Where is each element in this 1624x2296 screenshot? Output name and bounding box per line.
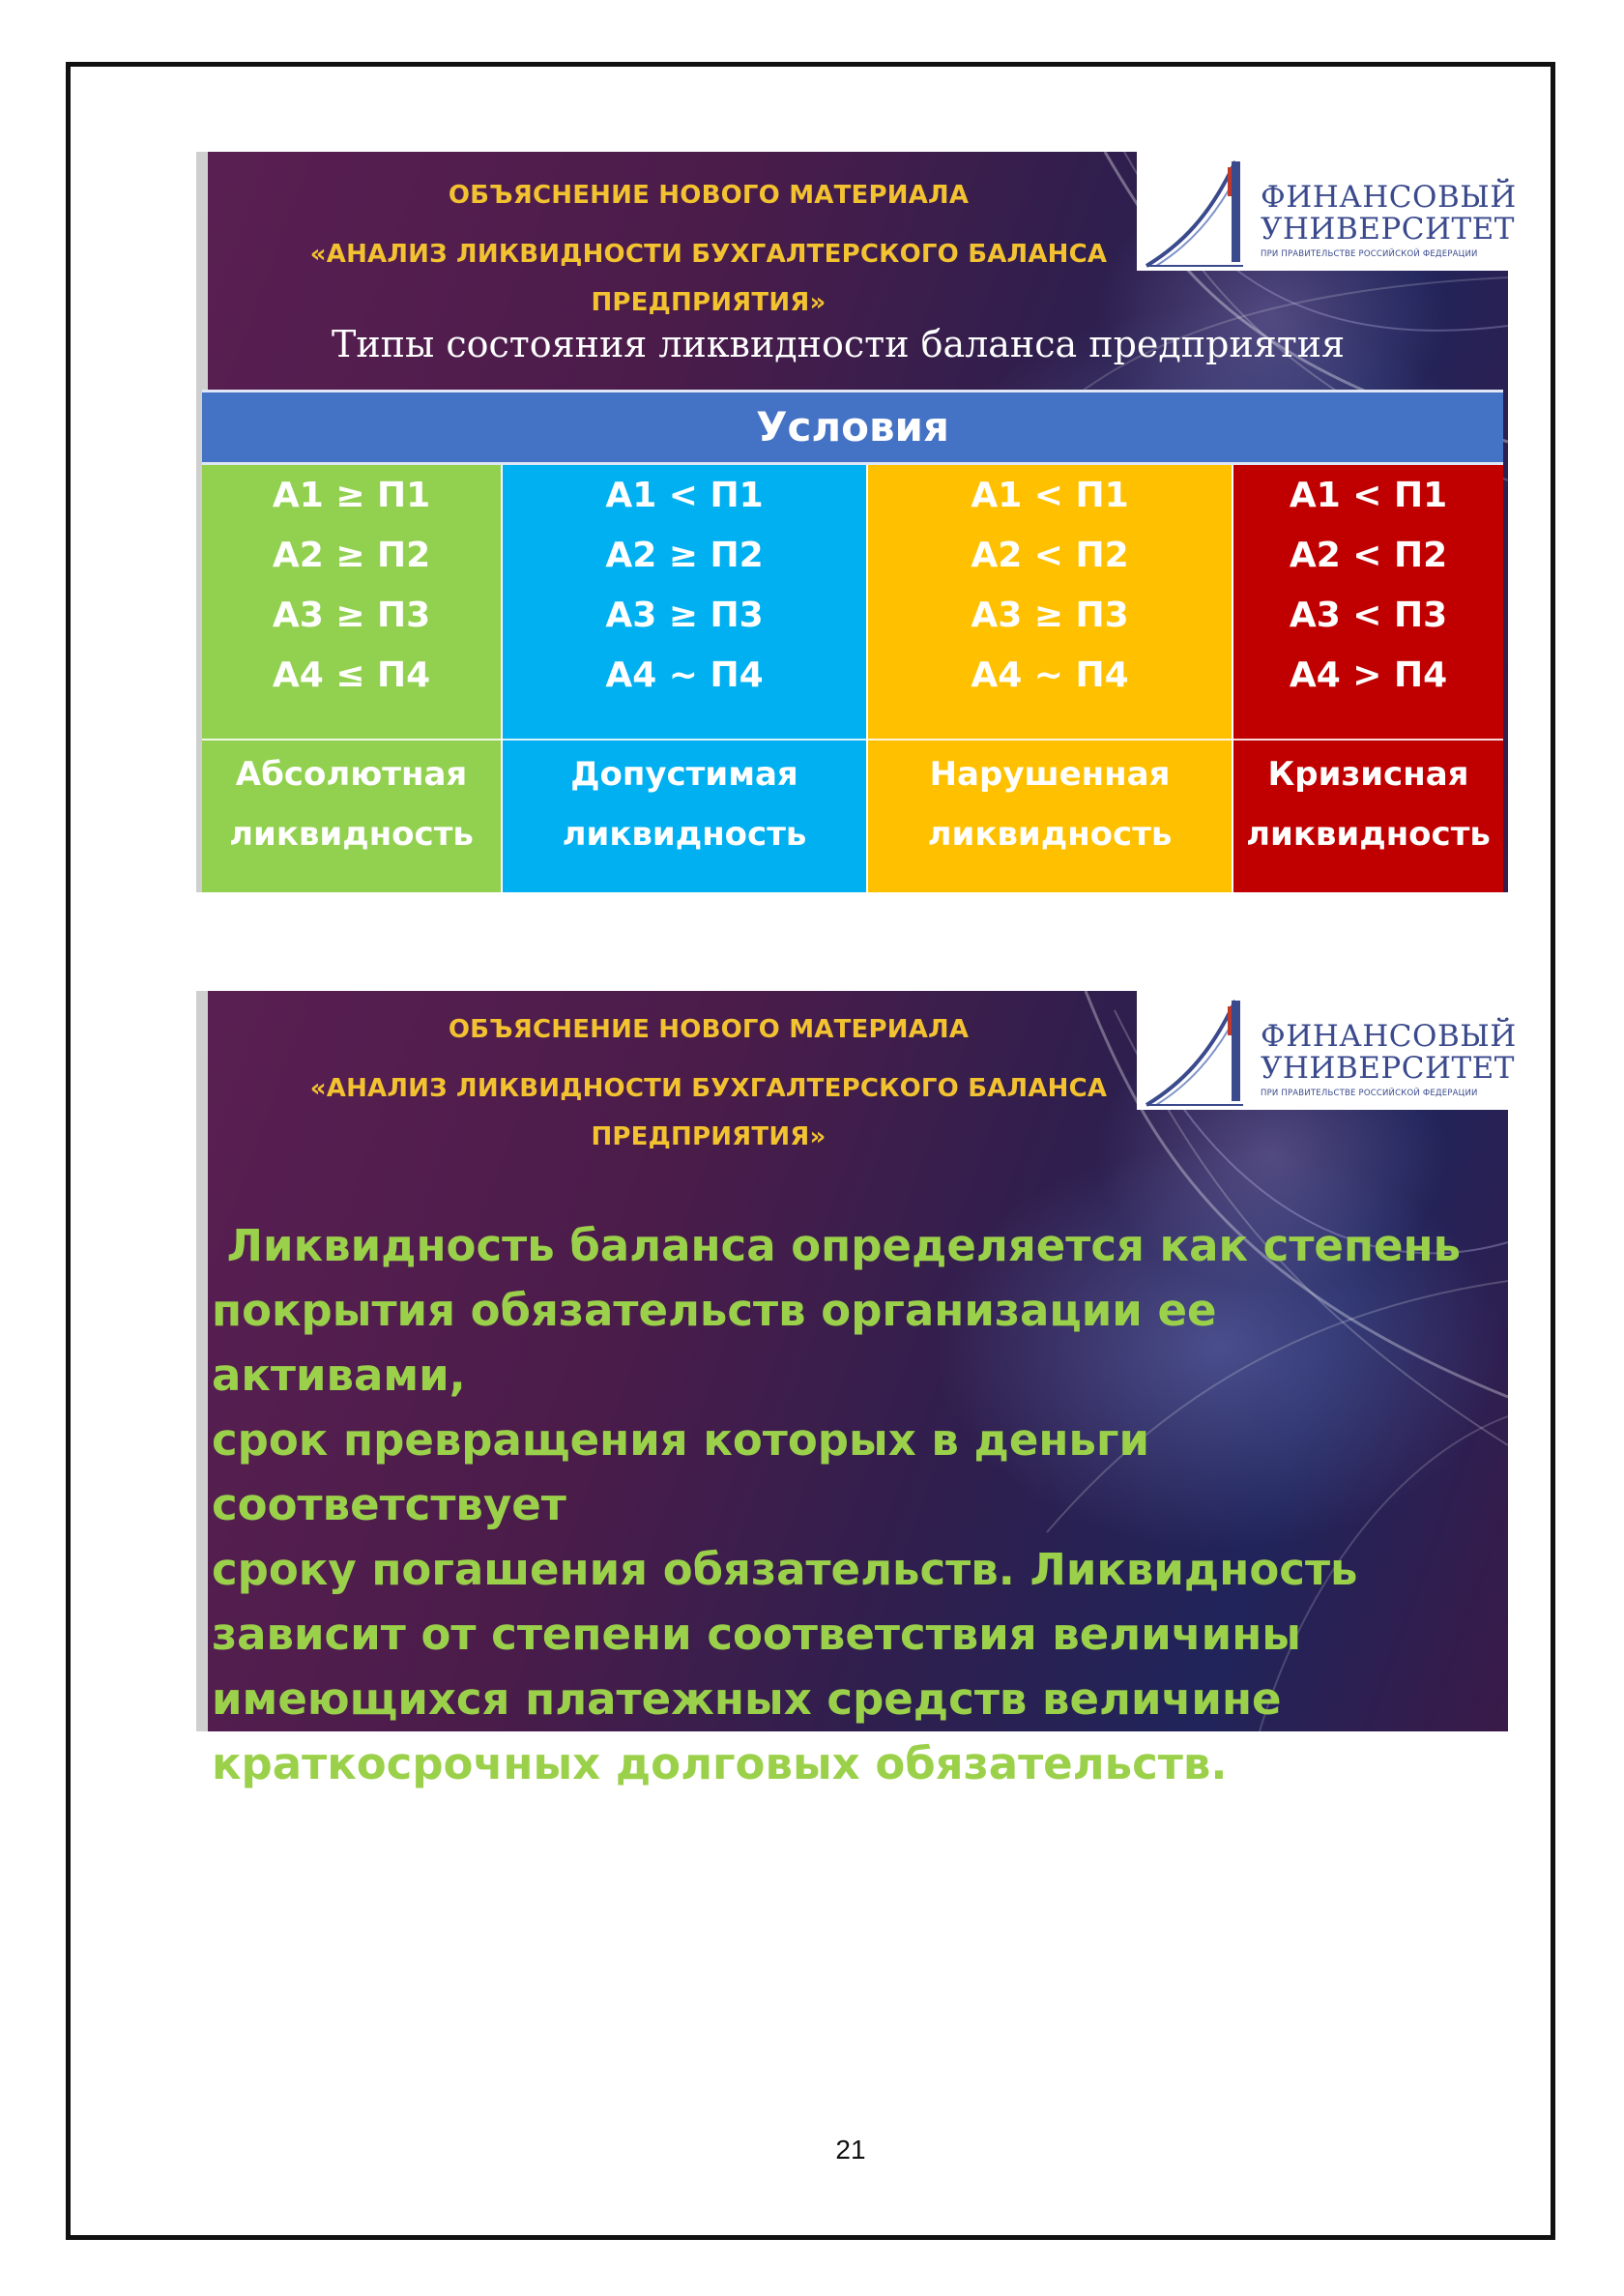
conditions-list <box>868 465 1232 739</box>
condition-a4: А4 ~ П4 <box>971 655 1129 695</box>
column-impaired <box>868 465 1233 892</box>
university-logo <box>1137 991 1517 1110</box>
result-line2: ликвидность <box>562 815 807 854</box>
slide-header-line1: ОБЪЯСНЕНИЕ НОВОГО МАТЕРИАЛА <box>448 181 970 210</box>
definition-line: Ликвидность баланса определяется как степень <box>212 1220 1462 1271</box>
logo-subtitle: ПРИ ПРАВИТЕЛЬСТВЕ РОССИЙСКОЙ ФЕДЕРАЦИИ <box>1261 1089 1478 1098</box>
result-line2: ликвидность <box>229 815 474 854</box>
slide-liquidity-types <box>196 152 1517 892</box>
condition-a4: А4 ≤ П4 <box>272 655 431 695</box>
column-divider <box>868 739 1232 741</box>
result-label <box>202 744 501 864</box>
condition-a1: А1 < П1 <box>605 476 764 515</box>
condition-a2: А2 < П2 <box>971 536 1129 575</box>
definition-line: зависит от степени соответствия величины <box>212 1609 1301 1660</box>
conditions-list <box>1233 465 1503 739</box>
condition-a1: А1 < П1 <box>971 476 1129 515</box>
logo-title-line2: УНИВЕРСИТЕТ <box>1261 1051 1515 1086</box>
column-absolute <box>202 465 503 892</box>
definition-text <box>212 1213 1468 1796</box>
condition-a4: А4 ~ П4 <box>605 655 764 695</box>
result-line2: ликвидность <box>1246 815 1491 854</box>
column-divider <box>503 739 866 741</box>
slide-header-line2: «АНАЛИЗ ЛИКВИДНОСТИ БУХГАЛТЕРСКОГО БАЛАНСА <box>309 1074 1108 1103</box>
result-line1: Допустимая <box>570 755 798 794</box>
slide-header-line3: ПРЕДПРИЯТИЯ» <box>591 288 826 317</box>
condition-a2: А2 ≥ П2 <box>272 536 431 575</box>
condition-a1: А1 ≥ П1 <box>272 476 431 515</box>
result-line1: Нарушенная <box>929 755 1171 794</box>
definition-line: сроку погашения обязательств. Ликвидность <box>212 1544 1358 1595</box>
definition-line: имеющихся платежных средств величине <box>212 1673 1282 1725</box>
column-crisis <box>1233 465 1503 892</box>
slide-header-line3: ПРЕДПРИЯТИЯ» <box>591 1122 826 1151</box>
condition-a3: А3 ≥ П3 <box>971 596 1129 635</box>
definition-line: краткосрочных долговых обязательств. <box>212 1738 1228 1789</box>
logo-title-line2: УНИВЕРСИТЕТ <box>1261 212 1515 247</box>
condition-a2: А2 ≥ П2 <box>605 536 764 575</box>
conditions-list <box>503 465 866 739</box>
conditions-list <box>202 465 501 739</box>
condition-a3: А3 ≥ П3 <box>605 596 764 635</box>
definition-line: срок превращения которых в деньги соответствует <box>212 1414 1149 1530</box>
slide-liquidity-definition <box>196 991 1517 1789</box>
logo-title-line1: ФИНАНСОВЫЙ <box>1261 180 1517 215</box>
conditions-header: Условия <box>202 390 1503 465</box>
condition-a2: А2 < П2 <box>1289 536 1448 575</box>
result-label <box>868 744 1232 864</box>
condition-a3: А3 < П3 <box>1289 596 1448 635</box>
condition-a1: А1 < П1 <box>1289 476 1448 515</box>
result-label <box>503 744 866 864</box>
definition-line: покрытия обязательств организации ее активами, <box>212 1285 1217 1401</box>
page-number: 21 <box>835 2135 866 2165</box>
slide-header-line2: «АНАЛИЗ ЛИКВИДНОСТИ БУХГАЛТЕРСКОГО БАЛАНСА <box>309 240 1108 269</box>
result-line1: Кризисная <box>1267 755 1469 794</box>
column-divider <box>1233 739 1503 741</box>
slide-header-line1: ОБЪЯСНЕНИЕ НОВОГО МАТЕРИАЛА <box>448 1015 970 1044</box>
logo-title-line1: ФИНАНСОВЫЙ <box>1261 1019 1517 1054</box>
column-acceptable <box>503 465 868 892</box>
logo-subtitle: ПРИ ПРАВИТЕЛЬСТВЕ РОССИЙСКОЙ ФЕДЕРАЦИИ <box>1261 249 1478 259</box>
condition-a3: А3 ≥ П3 <box>272 596 431 635</box>
university-logo <box>1137 152 1517 271</box>
slide-subtitle: Типы состояния ликвидности баланса предприятия <box>332 323 1346 365</box>
result-line2: ликвидность <box>927 815 1173 854</box>
result-label <box>1233 744 1503 864</box>
logo-emblem-icon <box>1143 997 1249 1107</box>
logo-emblem-icon <box>1143 158 1249 268</box>
condition-a4: А4 > П4 <box>1289 655 1448 695</box>
result-line1: Абсолютная <box>235 755 468 794</box>
column-divider <box>202 739 501 741</box>
